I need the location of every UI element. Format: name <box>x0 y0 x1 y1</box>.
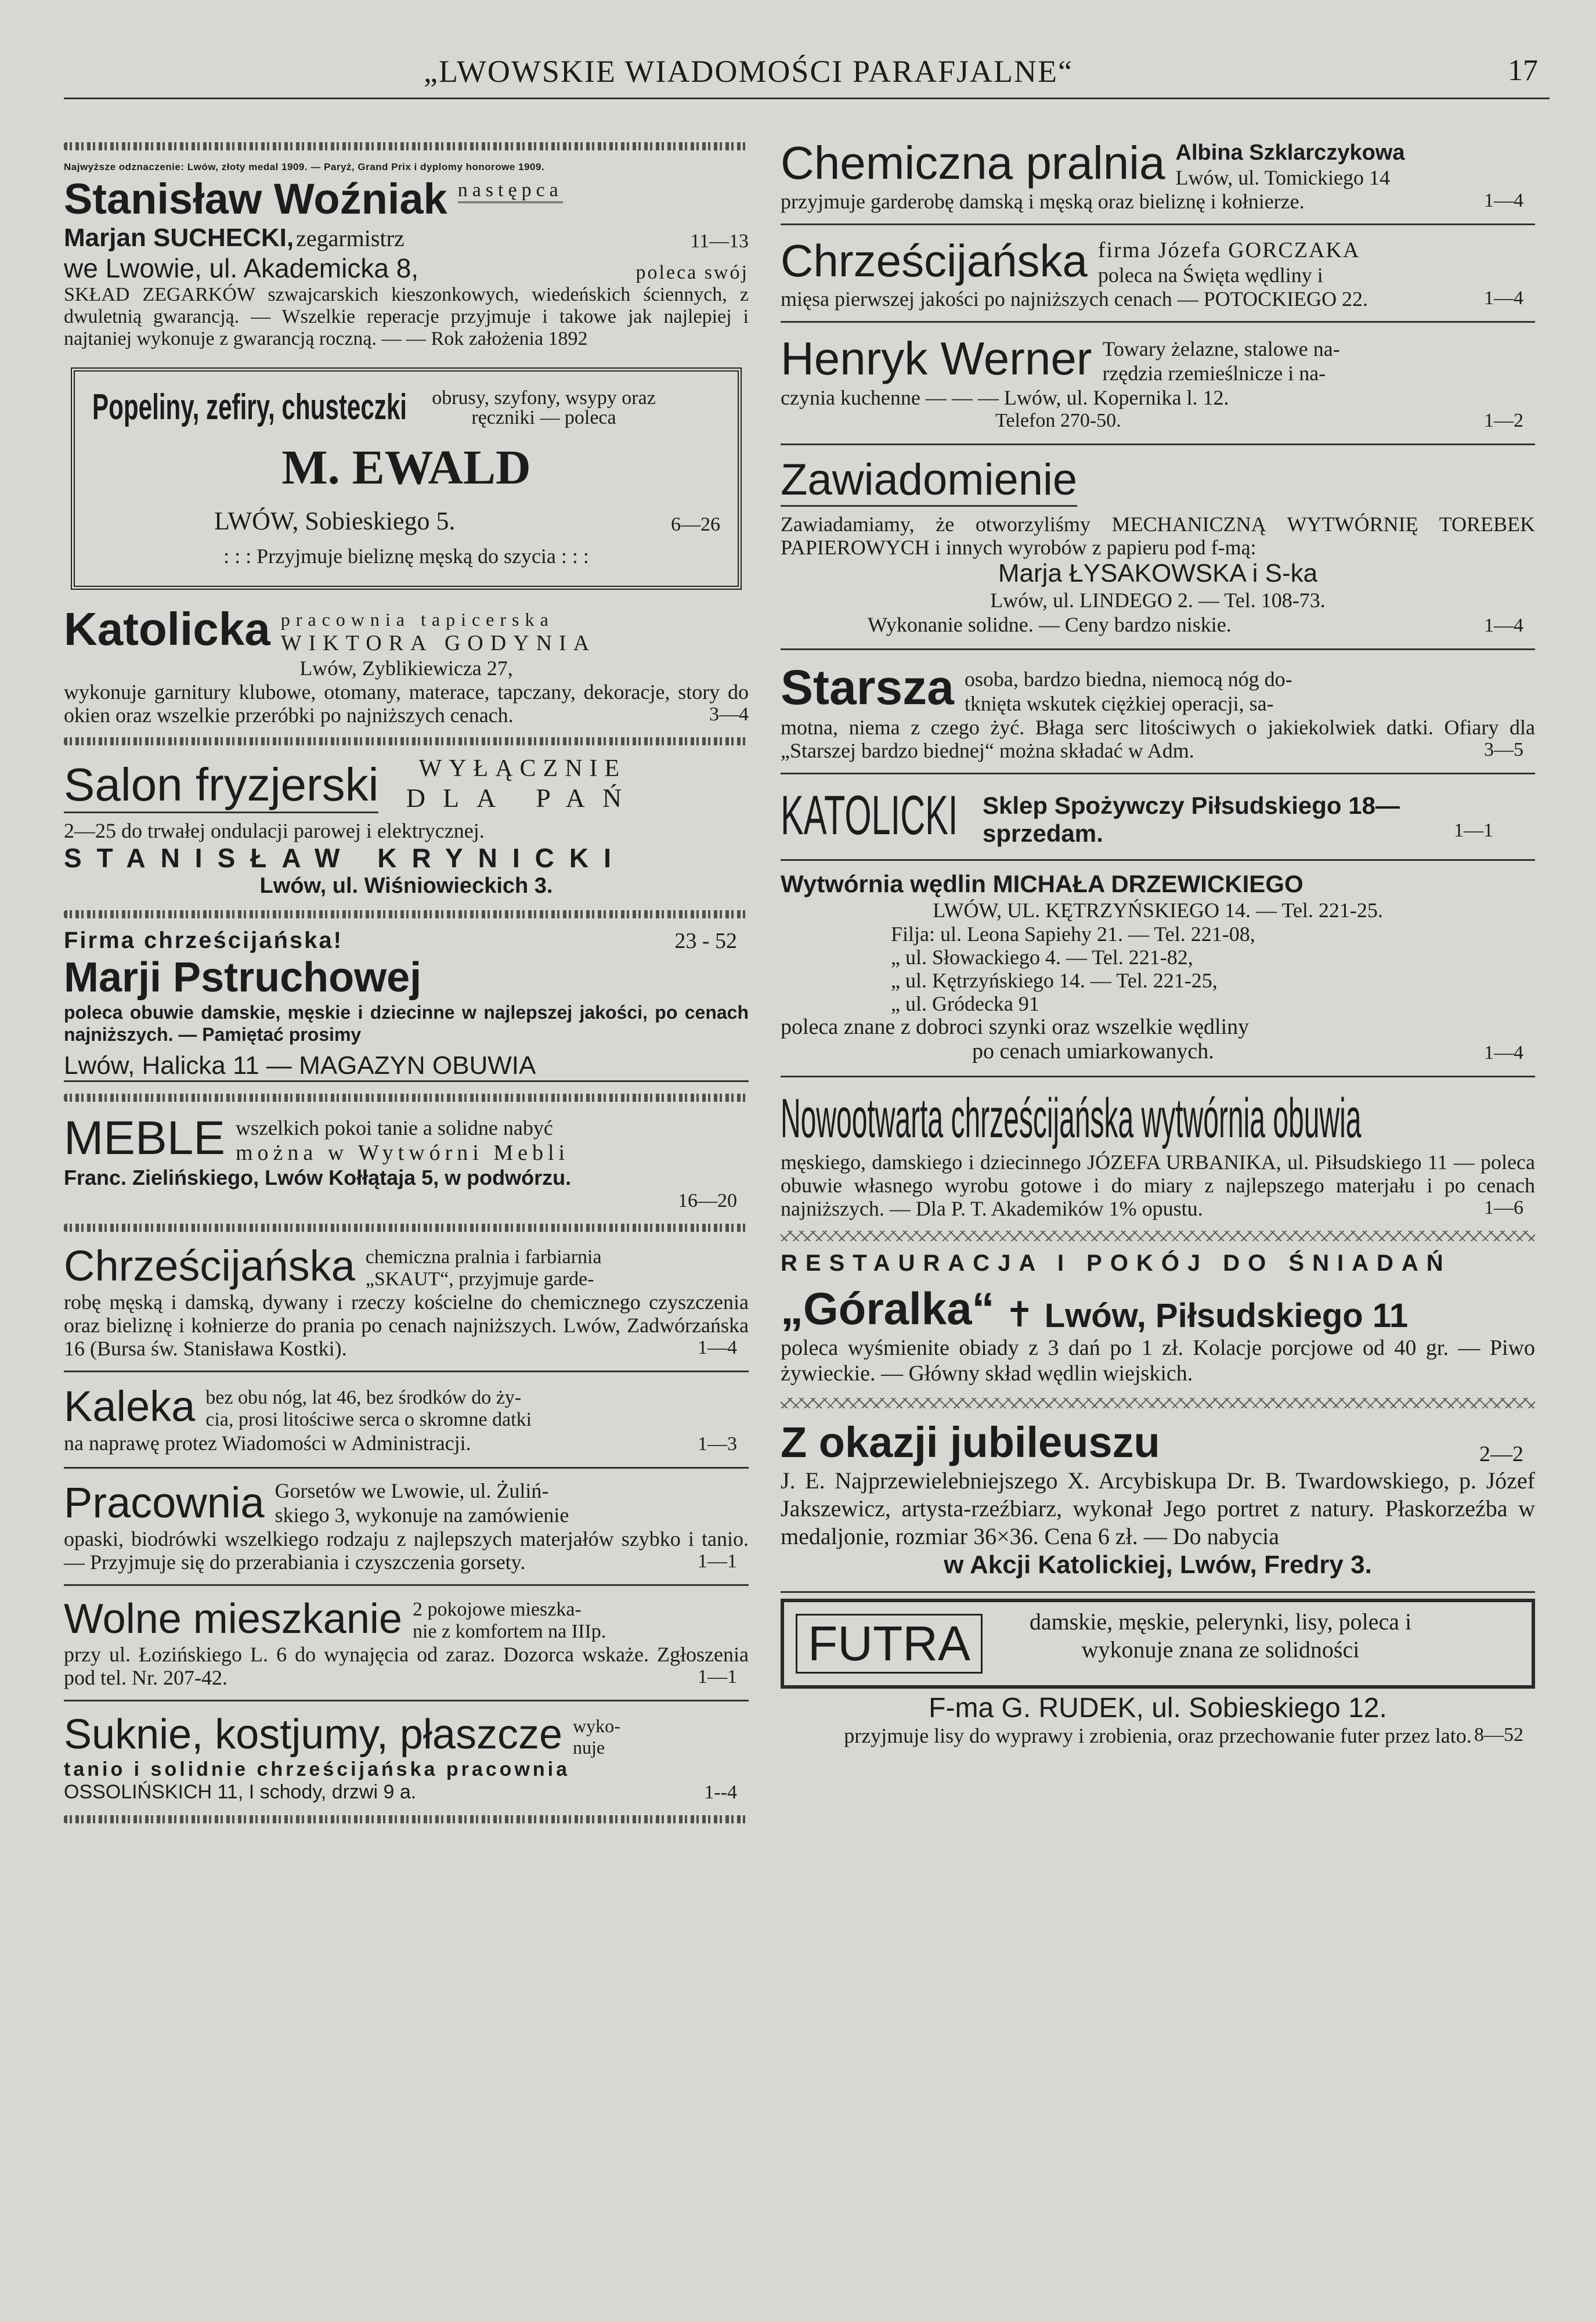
ad-body: poleca obuwie damskie, męskie i dziecinne w najlepszej jakości, po cenach najniższych. — Pamiętać prosimy <box>64 1002 749 1045</box>
ad-title: Zawiadomienie <box>781 455 1077 507</box>
ad-futra <box>781 1599 1535 1689</box>
ad-body: przy ul. Łozińskiego L. 6 do wynajęcia od zaraz. Dozorca wskaże. Zgłoszenia pod tel. Nr. 207-42. <box>64 1643 749 1689</box>
ad-code: 1—2 <box>1484 410 1523 431</box>
page-header <box>64 51 1550 99</box>
cross-icon: ✝ <box>1005 1296 1034 1334</box>
ad-sub-2: sprzedam. <box>983 820 1103 847</box>
ad-goralka <box>781 1247 1535 1392</box>
ad-title: Suknie, kostjumy, płaszcze <box>64 1711 563 1758</box>
ad-sub-1: 2 pokojowe mieszka- <box>412 1599 582 1620</box>
ad-title: Pracownia <box>64 1479 265 1527</box>
ad-sub-2: nie z komfortem na IIIp. <box>412 1621 606 1642</box>
ad-suknie <box>64 1707 749 1809</box>
ad-sub-2: Lwów, ul. Tomickiego 14 <box>1175 166 1390 189</box>
ad-code: 16—20 <box>678 1190 737 1212</box>
ad-code: 1—4 <box>1484 615 1523 636</box>
ad-address: Lwów, ul. LINDEGO 2. — Tel. 108-73. <box>990 589 1326 612</box>
ad-sub-1: Towary żelazne, stalowe na- <box>1102 337 1340 360</box>
ad-code: 1—3 <box>698 1433 737 1455</box>
ad-footer: w Akcji Katolickiej, Lwów, Fredry 3. <box>944 1551 1372 1579</box>
ad-footer: Lwów, Halicka 11 — MAGAZYN OBUWIA <box>64 1051 749 1082</box>
ad-pracownia-gorsetow <box>64 1474 749 1578</box>
ad-body: przyjmuje lisy do wyprawy i zrobienia, oraz przechowanie futer przez lato. <box>844 1724 1472 1747</box>
ad-body: SKŁAD ZEGARKÓW szwajcarskich kieszonkowych, wiedeńskich ściennych, z dwuletnią gwarancją. — Wszelkie reperacje przyjmuje i takowe jak najlepiej i najtaniej wykonuje z gwarancją roczną. — — Rok założenia 1892 <box>64 284 749 349</box>
ad-code: 1—6 <box>1484 1197 1523 1218</box>
diamond-divider <box>781 1231 1535 1241</box>
branch-line: Filja: ul. Leona Sapiehy 21. — Tel. 221-08, <box>891 922 1255 946</box>
left-column <box>64 136 749 2191</box>
ornament-divider <box>64 1094 749 1102</box>
ad-pstruchowa <box>64 924 749 1088</box>
ad-name: STANISŁAW KRYNICKI <box>64 843 626 873</box>
ad-skaut <box>64 1238 749 1365</box>
right-column <box>781 136 1535 2191</box>
ad-body: mięsa pierwszej jakości po najniższych cenach — POTOCKIEGO 22. <box>781 287 1368 311</box>
ad-title: Chrześcijańska <box>64 1242 355 1290</box>
ad-address: Franc. Zielińskiego, Lwów Kołłątaja 5, w podwórzu. <box>64 1166 572 1189</box>
ad-code: 1—4 <box>1484 190 1523 211</box>
ad-body: męskiego, damskiego i dziecinnego JÓZEFA URBANIKA, ul. Piłsudskiego 11 — poleca obuwie własnego wyrobu gotowe i do miary z najlepszego materjału i po cenach najniższych. — Dla P. T. Akademików 1% opustu. <box>781 1151 1535 1220</box>
ad-meble <box>64 1108 749 1218</box>
ornament-divider <box>64 1815 749 1823</box>
ad-sub-1: wyko- <box>573 1715 620 1736</box>
branch-line: „ ul. Słowackiego 4. — Tel. 221-82, <box>891 946 1193 969</box>
ad-body: opaski, biodrówki wszelkiego rodzaju z najlepszych materjałów szybko i tanio. — Przyjmuje się do przerabiania i czyszczenia gorsety. <box>64 1527 749 1574</box>
ad-code: 8—52 <box>1474 1724 1523 1746</box>
ad-address: OSSOLIŃSKICH 11, I schody, drzwi 9 a. <box>64 1781 417 1803</box>
ad-sub-1: pracownia tapicerska <box>280 609 554 630</box>
page-number: 17 <box>1508 54 1538 87</box>
rule-divider <box>781 444 1535 445</box>
ad-code: 1—4 <box>1484 287 1523 309</box>
ad-body: poleca wyśmienite obiady z 3 dań po 1 zł. Kolacje porcjowe od 40 gr. — Piwo żywieckie. — Główny skład wędlin wiejskich. <box>781 1336 1535 1386</box>
ad-salon <box>64 751 749 904</box>
ad-sub-1: WYŁĄCZNIE <box>418 755 627 782</box>
ornament-divider <box>64 737 749 745</box>
ad-header: RESTAURACJA I POKÓJ DO ŚNIADAŃ <box>781 1250 1451 1276</box>
ad-body: J. E. Najprzewielebniejszego X. Arcybiskupa Dr. B. Twardowskiego, p. Józef Jakszewicz, artysta-rzeźbiarz, wykonał Jego portret z natury. Płaskorzeźba w medaljonie, rozmiar 36×36. Cena 6 zł. — Do nabycia <box>781 1468 1535 1549</box>
ad-wozniak <box>64 156 749 356</box>
ad-trade: zegarmistrz <box>296 225 405 251</box>
ad-title: Salon fryzjerski <box>64 758 378 813</box>
rule-divider <box>64 1467 749 1469</box>
ad-body: na naprawę protez Wiadomości w Administracji. <box>64 1432 471 1455</box>
ad-subtitle: następca <box>458 179 563 203</box>
ad-title: Wolne mieszkanie <box>64 1596 402 1642</box>
ad-code: 1—1 <box>698 1666 737 1688</box>
ad-title: Henryk Werner <box>781 333 1092 384</box>
ad-code: 11—13 <box>690 230 749 252</box>
rule-divider <box>781 1076 1535 1077</box>
ad-side: damskie, męskie, pelerynki, lisy, poleca i wykonuje znana ze solidności <box>1029 1609 1412 1663</box>
ad-code: 3—4 <box>709 704 749 725</box>
ad-address: LWÓW, UL. KĘTRZYŃSKIEGO 14. — Tel. 221-25. <box>933 899 1383 922</box>
ad-sub-1: firma Józefa GORCZAKA <box>1097 238 1360 262</box>
ad-title: Katolicka <box>64 603 270 655</box>
award-line: Najwyższe odznaczenie: Lwów, złoty medal 1909. — Paryż, Grand Prix i dyplomy honorowe 1909. <box>64 161 545 172</box>
ornament-divider <box>64 1224 749 1232</box>
ad-line: Firma chrześcijańska! <box>64 928 343 953</box>
ad-body: robę męską i damską, dywany i rzeczy kościelne do chemicznego czyszczenia oraz bieliznę i kołnierze do prania po cenach najniższych. Lwów, Zadwórzańska 16 (Bursa św. Stanisława Kostki). <box>64 1290 749 1360</box>
ad-name: Marja ŁYSAKOWSKA i S-ka <box>998 559 1318 587</box>
ad-chemiczna-pralnia <box>781 136 1535 218</box>
rule-divider <box>64 1700 749 1701</box>
ad-sub-2: DLA PAŃ <box>406 783 640 813</box>
ad-body: Zawiadamiamy, że otworzyliśmy MECHANICZNĄ WYTWÓRNIĘ TOREBEK PAPIEROWYCH i innych wyrobów z papieru pod f-mą: <box>781 513 1535 559</box>
ad-phone: Telefon 270-50. <box>995 410 1121 431</box>
rule-divider <box>781 859 1535 861</box>
ad-title: Wytwórnia wędlin MICHAŁA DRZEWICKIEGO <box>781 870 1303 897</box>
ad-line: czynia kuchenne — — — Lwów, ul. Kopernika l. 12. <box>781 386 1229 409</box>
ad-sub-2: nuje <box>573 1737 605 1758</box>
ornament-divider <box>64 142 749 150</box>
ad-sub-1: bez obu nóg, lat 46, bez środków do ży- <box>205 1387 522 1408</box>
ad-footer: Wykonanie solidne. — Ceny bardzo niskie. <box>868 613 1232 636</box>
rule-divider <box>781 773 1535 774</box>
ad-code: 23 - 52 <box>674 929 737 953</box>
rule-divider <box>781 321 1535 323</box>
ad-kaleka <box>64 1378 749 1461</box>
ad-title: Stanisław Woźniak <box>64 175 447 223</box>
ad-address: Lwów, Piłsudskiego 11 <box>1044 1297 1409 1335</box>
ad-name: M. EWALD <box>281 441 531 495</box>
ad-title: Marji Pstruchowej <box>64 954 422 1001</box>
ad-werner <box>781 329 1535 438</box>
ad-sub-2: WIKTORA GODYNIA <box>280 631 597 655</box>
ad-title: Starsza <box>781 660 954 715</box>
ad-sub-2: poleca na Święta wędliny i <box>1097 264 1323 287</box>
ad-code: 1--4 <box>704 1782 737 1803</box>
ad-code: 1—1 <box>1454 820 1493 841</box>
ad-title: KATOLICKI <box>781 784 958 846</box>
rule-divider <box>781 648 1535 650</box>
ad-jubileusz <box>781 1414 1535 1585</box>
ad-name: Marjan SUCHECKI, <box>64 223 294 252</box>
ad-side: obrusy, szyfony, wsypy oraz ręczniki — poleca <box>432 387 656 428</box>
ad-address: Lwów, ul. Wiśniowieckich 3. <box>259 874 553 898</box>
ad-name: F-ma G. RUDEK, ul. Sobieskiego 12. <box>929 1693 1387 1724</box>
ad-body: wykonuje garnitury klubowe, otomany, materace, tapczany, dekoracje, story do okien oraz wszelkie przeróbki po najniższych cenach. <box>64 680 749 727</box>
ad-body: poleca znane z dobroci szynki oraz wszelkie wędliny <box>781 1015 1250 1039</box>
ad-body: przyjmuje garderobę damską i męską oraz bieliznę i kołnierze. <box>781 190 1305 213</box>
page-title: „LWOWSKIE WIADOMOŚCI PARAFJALNE“ <box>424 54 1073 89</box>
rule-divider <box>64 1584 749 1586</box>
ad-sub-2: rzędzia rzemieślnicze i na- <box>1102 362 1326 385</box>
diamond-divider <box>781 1398 1535 1408</box>
ad-sub-1: chemiczna pralnia i farbiarnia <box>365 1246 602 1268</box>
ad-title: FUTRA <box>796 1614 983 1674</box>
ad-address: Lwów, Zyblikiewicza 27, <box>299 657 513 680</box>
ad-futra-details <box>781 1689 1535 1752</box>
ad-address: we Lwowie, ul. Akademicka 8, <box>64 253 419 283</box>
ad-line: tanio i solidnie chrześcijańska pracownia <box>64 1758 570 1780</box>
ad-title: „Góralka“ <box>781 1283 995 1334</box>
ad-body-2: po cenach umiarkowanych. <box>972 1039 1214 1063</box>
ad-sub-2: można w Wytwórni Mebli <box>236 1141 570 1165</box>
ad-katolicka <box>64 599 749 731</box>
ad-sub-2: cia, prosi litościwe serca o skromne datki <box>205 1409 532 1430</box>
ad-code: 1—4 <box>1484 1042 1523 1063</box>
ad-sub-1: osoba, bardzo biedna, niemocą nóg do- <box>964 668 1292 691</box>
ad-urbanik <box>781 1083 1535 1225</box>
ad-sub-1: Gorsetów we Lwowie, ul. Żuliń- <box>275 1479 549 1502</box>
ad-sub-1: Albina Szklarczykowa <box>1175 140 1405 165</box>
ad-sub-2: „SKAUT“, przyjmuje garde- <box>365 1268 594 1290</box>
rule-divider <box>781 223 1535 225</box>
ad-title: Nowootwarta chrześcijańska wytwórnia obuwia <box>781 1087 1362 1149</box>
ad-address-2: poleca swój <box>635 262 749 283</box>
ad-code: 1—4 <box>698 1337 737 1358</box>
branch-line: „ ul. Gródecka 91 <box>891 992 1039 1015</box>
ad-sub-2: tknięta wskutek ciężkiej operacji, sa- <box>964 692 1274 715</box>
ad-code: 1—1 <box>698 1551 737 1572</box>
ad-code: 6—26 <box>671 514 720 535</box>
ad-title: Chemiczna pralnia <box>781 137 1165 189</box>
ad-sub-2: skiego 3, wykonuje na zamówienie <box>275 1503 569 1527</box>
ad-wolne-mieszkanie <box>64 1592 749 1694</box>
ad-starsza <box>781 656 1535 767</box>
ad-code: 2—2 <box>1479 1442 1523 1466</box>
ad-title: Popeliny, zefiry, chusteczki <box>92 387 407 427</box>
ad-title: MEBLE <box>64 1112 225 1164</box>
ad-sub-1: Sklep Spożywczy Piłsudskiego 18— <box>983 792 1400 819</box>
ad-title: Kaleka <box>64 1382 196 1430</box>
ad-title: Z okazji jubileuszu <box>781 1418 1160 1466</box>
ad-line: 2—25 do trwałej ondulacji parowej i elektrycznej. <box>64 819 485 842</box>
ad-gorczak <box>781 231 1535 315</box>
ad-sub-1: wszelkich pokoi tanie a solidne nabyć <box>236 1116 553 1140</box>
rule-divider <box>64 1371 749 1372</box>
ad-drzewicki <box>781 867 1535 1070</box>
ad-title: Chrześcijańska <box>781 235 1088 286</box>
ad-body: motna, niema z czego żyć. Błaga serc litościwych o jakiekolwiek datki. Ofiary dla „Starszej bardzo biednej“ można składać w Adm. <box>781 716 1535 762</box>
branch-line: „ ul. Kętrzyńskiego 14. — Tel. 221-25, <box>891 969 1218 992</box>
ad-address: LWÓW, Sobieskiego 5. <box>214 507 456 535</box>
rule-divider <box>781 1591 1535 1593</box>
ad-ewald <box>71 367 742 590</box>
branch-list <box>891 922 1535 1015</box>
ad-zawiadomienie <box>781 451 1535 643</box>
ad-note: : : : Przyjmuje bieliznę męską do szycia : : : <box>223 545 589 568</box>
ad-katolicki <box>781 780 1535 853</box>
ornament-divider <box>64 910 749 918</box>
ad-code: 3—5 <box>1484 739 1523 760</box>
